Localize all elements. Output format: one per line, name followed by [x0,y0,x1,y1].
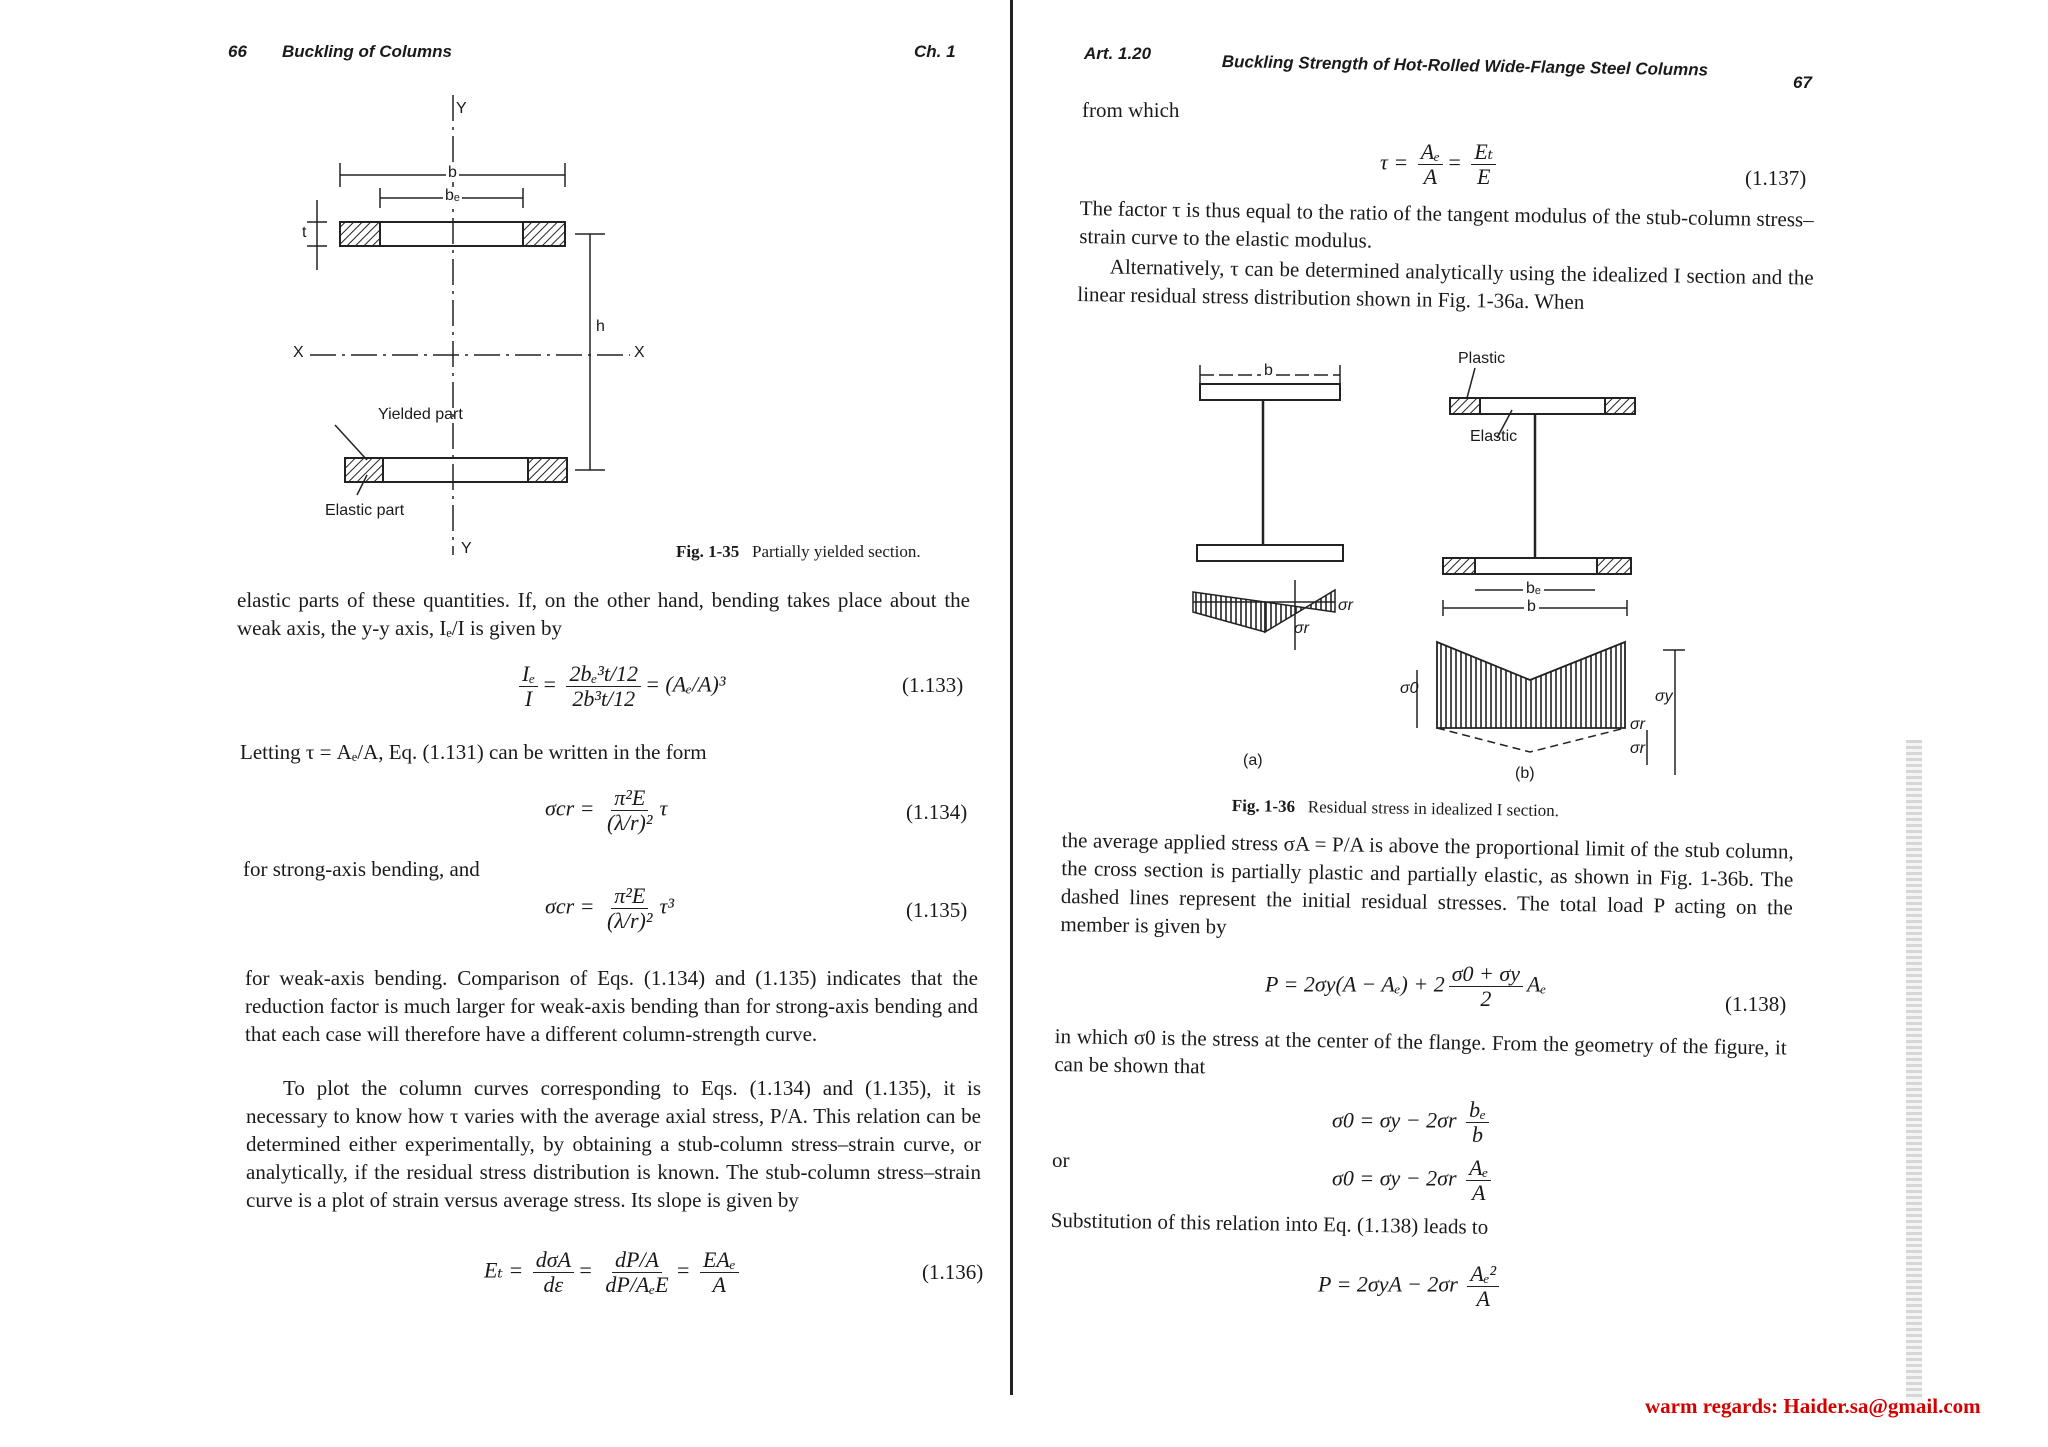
right-para-5: in which σ0 is the stress at the center of the flange. From the geometry of the figure, it can be shown that [1054,1023,1787,1079]
eq138-frac-num: σ0 + σy [1449,962,1523,987]
fig35-label-be: bₑ [445,187,460,204]
or-word: or [1052,1148,1070,1172]
eq-1-138-number: (1.138) [1725,992,1787,1016]
left-para-3: for strong-axis bending, and [243,857,480,881]
figure-1-36 [1185,350,1685,790]
left-para-4: for weak-axis bending. Comparison of Eqs. (1.134) and (1.135) indicates that the reduction factor is much larger for weak-axis bending than for strong-axis bending and that each case will therefore have a different column-strength curve. [245,966,978,1046]
eqb-lhs: σ0 = σy − 2σr [1332,1165,1457,1191]
eq135-den: (λ/r)² [607,908,653,933]
eq-1-135-number: (1.135) [906,898,968,922]
eq-a [1332,1098,1493,1147]
eq138-frac-den: 2 [1480,986,1492,1011]
eqa-den: b [1471,1122,1483,1147]
eq-1-134-number: (1.134) [906,800,968,824]
fig35-caption-text: Partially yielded section. [752,542,921,561]
fig35-label-elastic: Elastic part [325,502,405,519]
fig35-label-yielded: Yielded part [378,406,463,423]
eqa-num: bₑ [1466,1098,1489,1123]
left-page-number: 66 [228,42,247,61]
fig35-label-x-left: X [293,344,304,361]
fig36-label-b-a: b [1261,362,1276,380]
left-para-2: Letting τ = Aₑ/A, Eq. (1.131) can be written in the form [240,740,707,764]
left-chapter-label: Ch. 1 [914,42,956,61]
eq135-num: π²E [611,884,648,909]
fig36-label-plastic: Plastic [1458,350,1506,367]
eq133-lhs-num: Iₑ [519,662,538,687]
eq135-suffix: τ³ [659,893,674,919]
eq-1-137-number: (1.137) [1745,166,1807,190]
fig36-label-sigma-r-4: σr [1630,740,1645,757]
fig36-label-b-b: b [1524,598,1539,616]
fig35-label-b: b [448,164,457,181]
eqc-lhs: P = 2σyA − 2σr [1318,1271,1458,1297]
eq-1-136-number: (1.136) [922,1260,984,1284]
eq-1-134 [545,786,667,835]
eq134-lhs: σcr = [545,795,595,821]
left-running-title: Buckling of Columns [282,42,452,61]
fig36-label-sigma-0: σ0 [1400,680,1419,697]
fig36-label-sigma-r-3: σr [1630,716,1645,733]
eq-1-133: $\frac{\text{Iₑ}}{I}$ = $\frac{\text{2bₑ³t/12}}{\text{2b³t/12}}$ = (Aₑ/A)³ [515,662,725,711]
fig36-label-be: bₑ [1523,580,1544,598]
right-article-label: Art. 1.20 [1084,44,1152,63]
fig35-label-t: t [302,224,307,241]
eq-1-133-number: (1.133) [902,673,964,697]
right-running-title: Buckling Strength of Hot-Rolled Wide-Flange Steel Columns [1221,52,1709,80]
eq133-rhs: (Aₑ/A)³ [665,671,726,697]
eqc-den: A [1476,1286,1490,1311]
eq137-lhs: τ = [1380,149,1409,175]
eq138-suffix: Aₑ [1527,971,1547,997]
fig36-label-sub-a: (a) [1243,752,1263,769]
eq-b [1332,1156,1495,1205]
eqc-num: Aₑ² [1467,1262,1499,1287]
fig36-label-sub-b: (b) [1515,765,1535,782]
fig36-label-sigma-r-2: σr [1294,620,1309,637]
right-para-4: the average applied stress σA = P/A is above the proportional limit of the stub column, the cross section is partially plastic and partially elastic, as shown in Fig. 1-36b. The dashed lines represent the initial residual stresses. The total load P acting on the member is given by [1060,827,1794,939]
left-para-5: To plot the column curves corresponding to Eqs. (1.134) and (1.135), it is necessary to know how τ varies with the average axial stress, P/A. This relation can be determined either experimentally, by obtaining a stub-column stress–strain curve, or analytically, if the residual stress distribution is known. The stub-column stress–strain curve is a plot of strain versus average stress. Its slope is given by [246,1076,981,1212]
fig35-caption [676,542,921,562]
fig36-label-sigma-r-1: σr [1338,597,1353,614]
eq138-text: P = 2σy(A − Aₑ) + 2 [1265,971,1445,997]
eq-1-135 [545,884,674,933]
eq135-lhs: σcr = [545,893,595,919]
right-para-1: from which [1082,98,1180,122]
figure-1-35 [285,95,675,565]
right-para-2: The factor τ is thus equal to the ratio of the tangent modulus of the stub-column stress–strain curve to the elastic modulus. [1079,195,1814,253]
eq136-f3-num: EAₑ [700,1248,739,1273]
fig36-label-elastic: Elastic [1470,428,1518,445]
eq133-mid-num: 2bₑ³t/12 [566,662,641,687]
left-para-1: elastic parts of these quantities. If, on the other hand, bending takes place about the weak axis, the y-y axis, Iₑ/I is given by [237,588,970,640]
fig35-label-y-top: Y [456,100,467,117]
fig35-caption-number: Fig. 1-35 [676,542,740,561]
book-spine [1010,0,1013,1395]
eq136-f1-den: dε [543,1272,564,1297]
right-para-6: Substitution of this relation into Eq. (1.138) leads to [1050,1207,1489,1239]
eqb-num: Aₑ [1466,1156,1491,1181]
fig36-label-sigma-y: σy [1655,688,1673,705]
fig36-caption [1232,796,1559,821]
eq133-mid-den: 2b³t/12 [572,686,636,711]
eqa-lhs: σ0 = σy − 2σr [1332,1107,1457,1133]
eq136-f2-den: dP/AₑE [605,1272,669,1297]
fig35-label-h: h [596,318,605,335]
eq-1-136: Eₜ = $\frac{\text{dσA}}{d\varepsilon}$ = $\frac{dP/A}{\text{dP/AₑE}}$ = $\frac{\text{EAₑ}}{A}$ [484,1248,743,1297]
eq134-suffix: τ [659,795,668,821]
eq-c [1318,1262,1503,1311]
eq-1-137: τ = $\frac{\text{Aₑ}}{A}$ = $\frac{\text{Eₜ}}{E}$ [1380,140,1500,189]
page-edge-shadow [1906,740,1922,1400]
eq133-lhs-den: I [524,686,533,711]
eq137-f2-num: Eₜ [1471,140,1496,165]
right-page-number: 67 [1793,73,1812,92]
eq137-f1-num: Aₑ [1418,140,1443,165]
fig36-caption-text: Residual stress in idealized I section. [1307,797,1560,821]
eqb-den: A [1471,1180,1486,1205]
eq136-f1-num: dσA [533,1248,574,1273]
eq136-lhs: Eₜ = [484,1257,524,1283]
eq134-den: (λ/r)² [607,810,653,835]
fig35-label-y-bottom: Y [461,540,472,557]
eq134-num: π²E [611,786,648,811]
fig36-caption-number: Fig. 1-36 [1231,796,1296,816]
right-para-3: Alternatively, τ can be determined analytically using the idealized I section and the linear residual stress distribution shown in Fig. 1-36a. When [1077,254,1814,314]
eq137-f2-den: E [1477,164,1491,189]
eq-1-138 [1265,962,1546,1011]
eq136-f3-den: A [712,1272,726,1297]
credit-text: warm regards: Haider.sa@gmail.com [1645,1394,1981,1418]
fig35-label-x-right: X [634,344,645,361]
eq137-f1-den: A [1423,164,1438,189]
eq136-f2-num: dP/A [612,1248,662,1273]
